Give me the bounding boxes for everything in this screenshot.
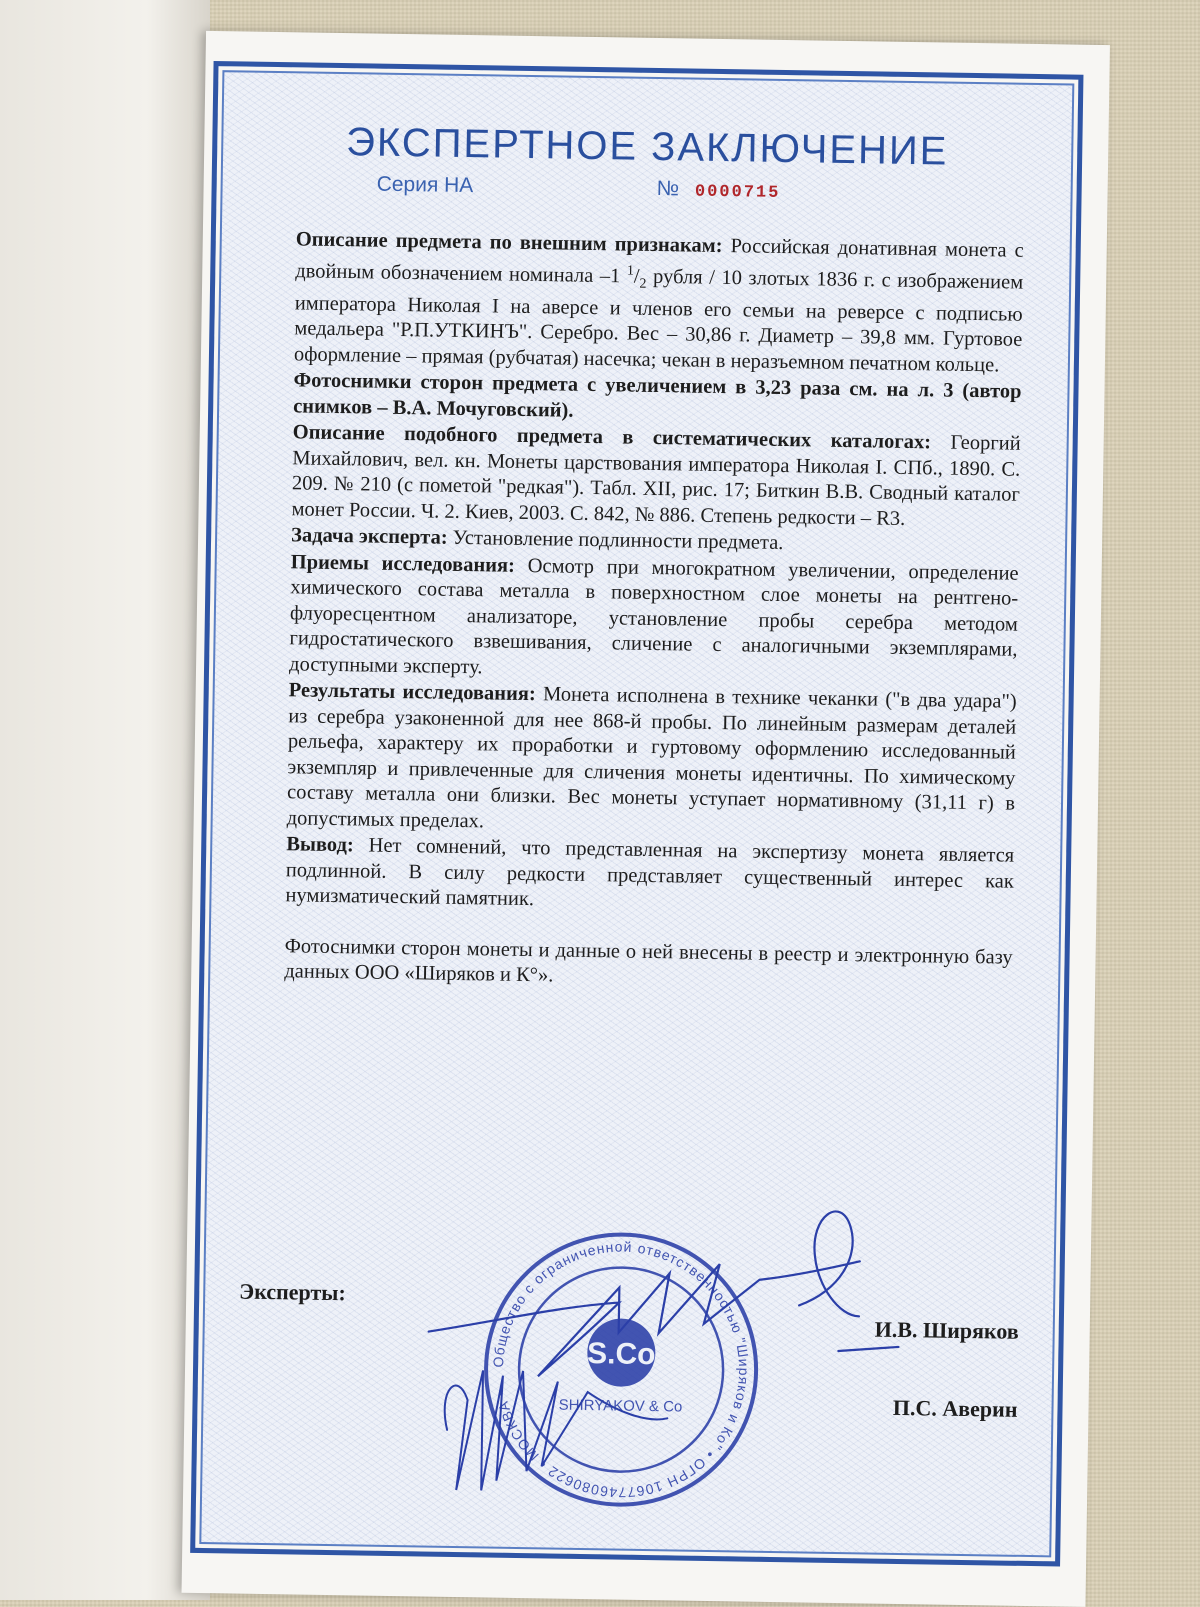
company-seal bbox=[484, 1232, 758, 1506]
section-task: Задача эксперта: Установление подлинности предмета. bbox=[290, 524, 784, 555]
number-value: 0000715 bbox=[694, 182, 781, 203]
certificate-page bbox=[182, 31, 1110, 1607]
certificate-frame bbox=[190, 61, 1083, 1566]
seal-ring-text: Общество с ограниченной ответственностью "Ширяков и Ко" • ОГРН 1067746080622 • МОСКВА • bbox=[489, 1238, 753, 1501]
seal-company-name: SHIRYAKOV & Co bbox=[558, 1396, 683, 1416]
section-results: Результаты исследования: Монета исполнена в технике чеканки ("в два удара") из серебра узаконенной для нее 868-й пробы. По линейным размерам деталей рельефа, характеру их проработки и гуртовому оформлению исследованный экземпляр и привлеченные для сличения монеты идентичны. По химическому составу металла они близки. Вес монеты уступает нормативному (31,11 г) в допустимых пределах. bbox=[286, 679, 1017, 833]
expert-name-1: И.В. Ширяков bbox=[874, 1316, 1019, 1344]
experts-label: Эксперты: bbox=[239, 1278, 346, 1306]
facing-page bbox=[0, 0, 210, 1600]
section-heading: Вывод: bbox=[286, 833, 354, 857]
section-catalogs: Описание подобного предмета в систематических каталогах: Георгий Михайлович, вел. кн. Монеты царствования императора Николая I. СПб., 1890. С. 209. № 210 (с пометой "редкая"). Табл. XII, рис. 17; Биткин В.В. Сводный каталог монет России. Ч. 2. Киев, 2003. С. 842, № 886. Степень редкости – R3. bbox=[291, 421, 1021, 530]
section-heading: Задача эксперта: bbox=[290, 524, 448, 550]
seal-and-signatures bbox=[195, 66, 1084, 1566]
signature-shiryakov bbox=[428, 1205, 901, 1382]
number-prefix: № bbox=[656, 176, 680, 201]
section-heading: Приемы исследования: bbox=[290, 551, 516, 577]
section-heading: Описание предмета по внешним признакам: bbox=[295, 228, 723, 258]
section-conclusion: Вывод: Нет сомнений, что представленная на экспертизу монета является подлинной. В силу редкости представляет существенный интерес как нумизматический памятник. bbox=[285, 833, 1015, 911]
seal-logo: S.Co bbox=[586, 1337, 656, 1372]
expert-name-2: П.С. Аверин bbox=[892, 1394, 1018, 1422]
registry-note: Фотоснимки сторон монеты и данные о ней внесены в реестр и электронную базу данных ООО «Ширяков и К°». bbox=[284, 935, 1013, 987]
section-heading: Результаты исследования: bbox=[288, 679, 536, 706]
section-heading: Фотоснимки сторон предмета с увеличением в 3,23 раза см. на л. 3 (автор снимков – В.А. Мочуговский). bbox=[292, 369, 1022, 422]
document-title: ЭКСПЕРТНОЕ ЗАКЛЮЧЕНИЕ bbox=[345, 120, 949, 174]
series-label: Серия НА bbox=[376, 172, 474, 198]
section-description: Описание предмета по внешним признакам: Российская донативная монета с двойным обозначением номинала –1 $^1/_2$ рубля / 10 злотых 1836 г. с изображением императора Николая I на аверсе и членов его семьи на реверсе с подписью медальера "Р.П.УТКИНЪ". Серебро. Вес – 30,86 г. Диаметр – 39,8 мм. Гуртовое оформление – прямая (рубчатая) насечка; чекан в неразъемном печатном кольце. bbox=[293, 228, 1024, 377]
section-heading: Описание подобного предмета в систематических каталогах: bbox=[292, 421, 932, 454]
section-methods: Приемы исследования: Осмотр при многократном увеличении, определение химического состава металла в поверхностном слое монеты на рентгено-флуоресцентном анализаторе, установление пробы серебра методом гидростатического взвешивания, сличение с аналогичными экземплярами, доступными эксперту. bbox=[288, 551, 1019, 679]
